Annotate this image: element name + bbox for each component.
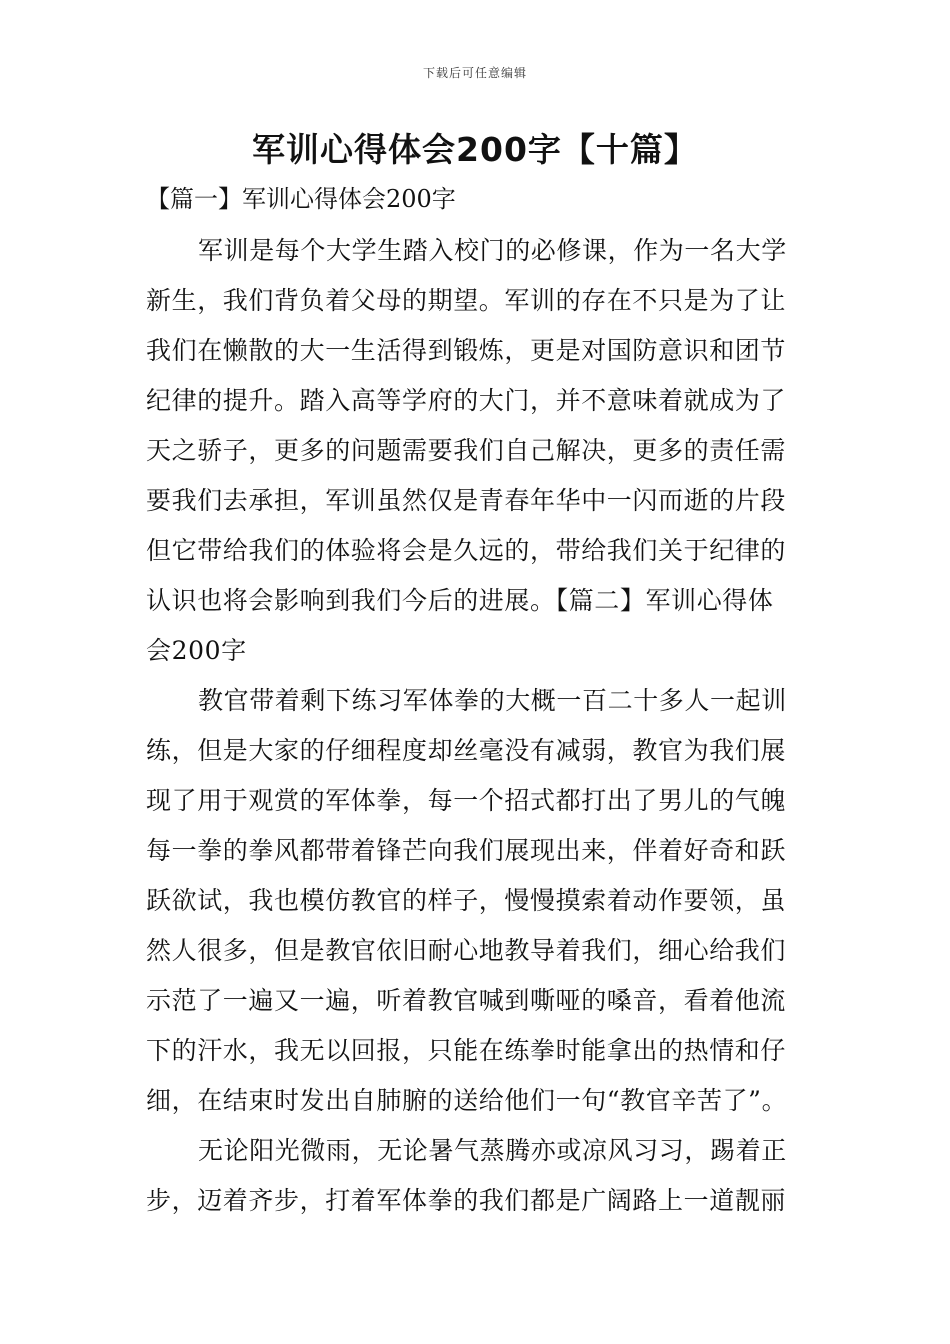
section-heading: 【篇一】军训心得体会200字 — [146, 185, 456, 213]
text-line: 然人很多，但是教官依旧耐心地教导着我们，细心给我们 — [146, 936, 787, 965]
text-line: 示范了一遍又一遍，听着教官喊到嘶哑的嗓音，看着他流 — [146, 986, 787, 1015]
text-line: 要我们去承担，军训虽然仅是青春年华中一闪而逝的片段 — [146, 486, 787, 515]
text-line: 无论阳光微雨，无论暑气蒸腾亦或凉风习习，踢着正 — [198, 1136, 787, 1165]
text-line: 军训是每个大学生踏入校门的必修课，作为一名大学 — [198, 236, 787, 265]
text-line: 练，但是大家的仔细程度却丝毫没有减弱，教官为我们展 — [146, 736, 787, 765]
text-line: 认识也将会影响到我们今后的进展。【篇二】军训心得体 — [146, 586, 774, 615]
text-line: 细，在结束时发出自肺腑的送给他们一句“教官辛苦了”。 — [146, 1086, 788, 1115]
text-line: 现了用于观赏的军体拳，每一个招式都打出了男儿的气魄 — [146, 786, 787, 815]
text-line: 新生，我们背负着父母的期望。军训的存在不只是为了让 — [146, 286, 787, 315]
body-text — [146, 226, 806, 1226]
text-line: 跃欲试，我也模仿教官的样子，慢慢摸索着动作要领，虽 — [146, 886, 787, 915]
text-line: 步，迈着齐步，打着军体拳的我们都是广阔路上一道靓丽 — [146, 1186, 787, 1215]
page-header-note: 下载后可任意编辑 — [422, 66, 527, 80]
text-line: 教官带着剩下练习军体拳的大概一百二十多人一起训 — [198, 686, 787, 715]
text-line: 天之骄子，更多的问题需要我们自己解决，更多的责任需 — [146, 436, 787, 465]
text-line: 我们在懒散的大一生活得到锻炼，更是对国防意识和团节 — [146, 336, 787, 365]
text-line: 纪律的提升。踏入高等学府的大门，并不意味着就成为了 — [146, 386, 787, 415]
text-line: 但它带给我们的体验将会是久远的，带给我们关于纪律的 — [146, 536, 787, 565]
text-line: 每一拳的拳风都带着锋芒向我们展现出来，伴着好奇和跃 — [146, 836, 787, 865]
document-title: 军训心得体会200字【十篇】 — [252, 130, 698, 169]
text-line: 下的汗水，我无以回报，只能在练拳时能拿出的热情和仔 — [146, 1036, 787, 1065]
text-line: 会200字 — [146, 636, 247, 665]
